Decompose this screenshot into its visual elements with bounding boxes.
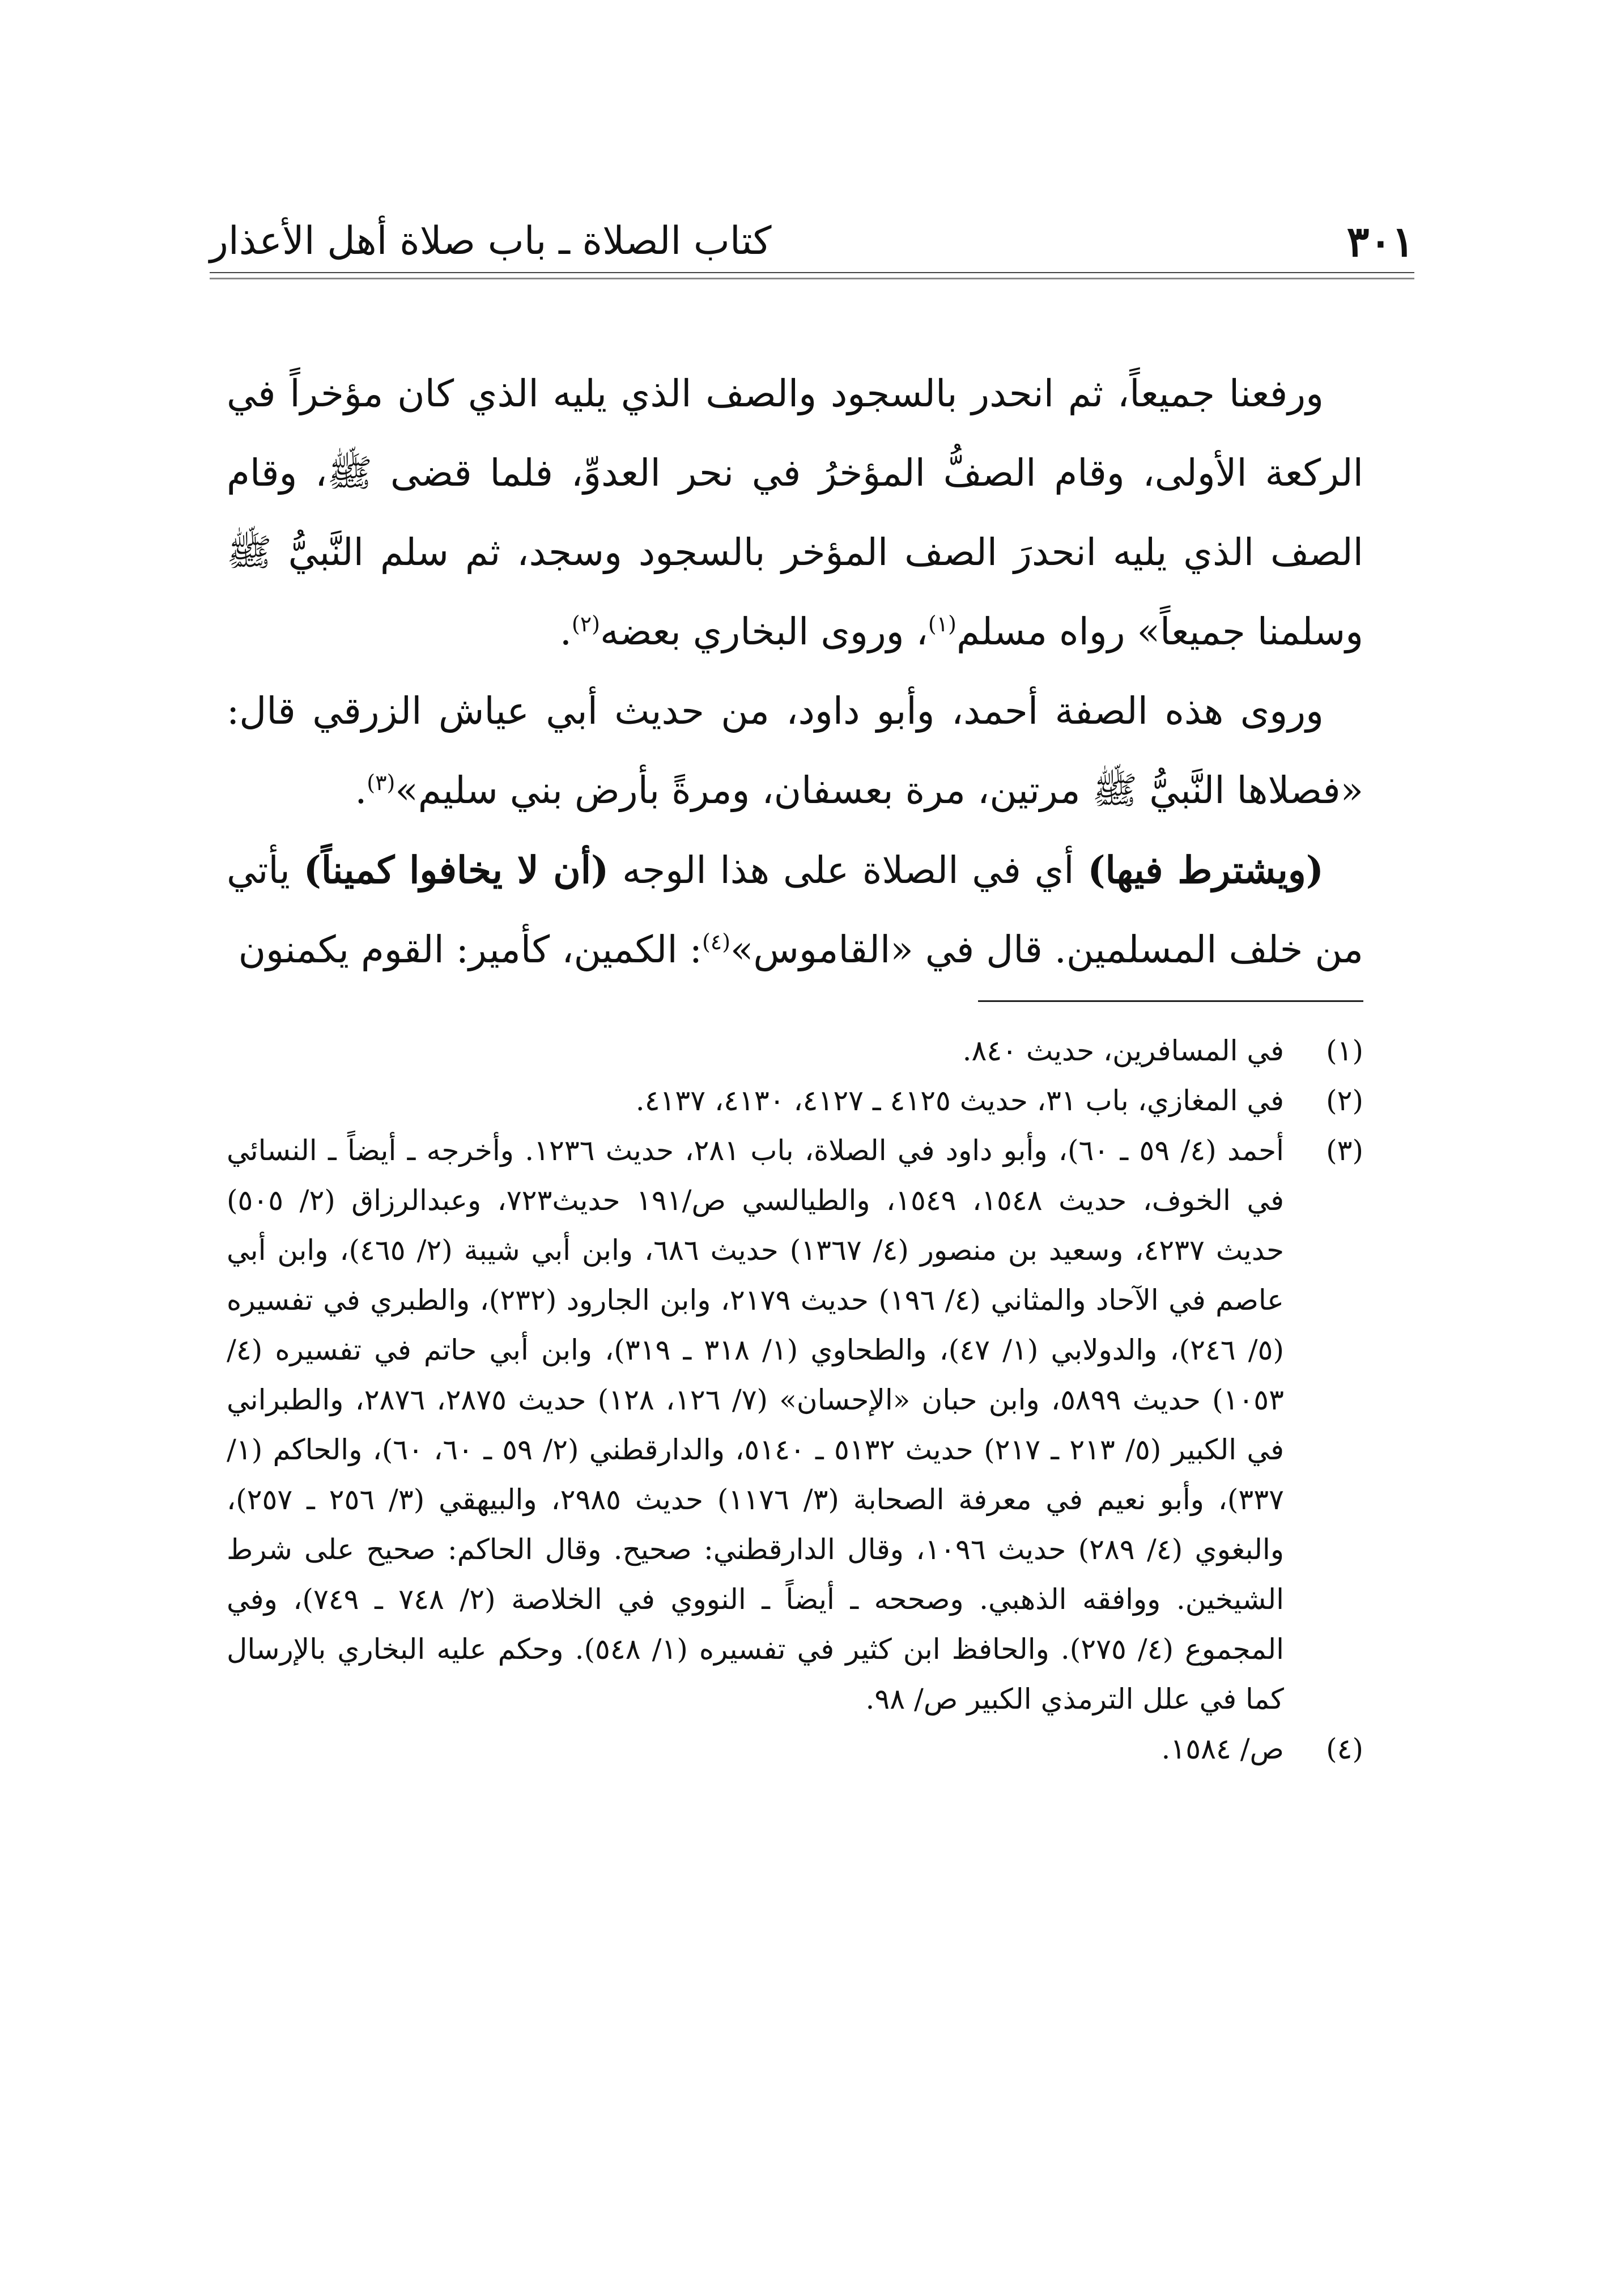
paragraph-2	[227, 672, 1363, 830]
paragraph-1-text: ورفعنا جميعاً، ثم انحدر بالسجود والصف الذي يليه الذي كان مؤخراً في الركعة الأولى، وقام الصفُّ المؤخرُ في نحر العدوِّ، فلما قضى ﷺ، وقام الصف الذي يليه انحدرَ الصف المؤخر بالسجود وسجد، ثم سلم النَّبيُّ ﷺ وسلمنا جميعاً» رواه مسلم	[227, 372, 1363, 653]
footnote-number: (٤)	[1326, 1733, 1363, 1765]
footnote-ref-2[interactable]: (٢)	[571, 612, 600, 636]
footnote-text: في المغازي، باب ٣١، حديث ٤١٢٥ ـ ٤١٢٧، ٤١٣٠، ٤١٣٧.	[635, 1084, 1284, 1117]
footnote-ref-3[interactable]: (٣)	[367, 770, 396, 795]
footnote-ref-1[interactable]: (١)	[928, 612, 956, 636]
paragraph-2-end: .	[355, 768, 367, 812]
footnote-4	[227, 1724, 1363, 1774]
footnote-separator	[978, 1000, 1363, 1002]
matn-phrase-1: (ويشترط فيها)	[1087, 848, 1324, 892]
header-rule	[210, 272, 1414, 279]
page-number: ٣٠١	[1346, 218, 1414, 266]
footnote-2	[227, 1076, 1363, 1126]
footnote-text: ص/ ١٥٨٤.	[1161, 1733, 1284, 1765]
footnote-number: (١)	[1326, 1034, 1363, 1067]
paragraph-1-end: .	[559, 610, 572, 653]
paragraph-3-text-2: يأتي من خلف المسلمين. قال في «القاموس»	[227, 848, 1363, 971]
footnote-3	[227, 1126, 1363, 1724]
footnote-1	[227, 1026, 1363, 1076]
footnote-text: في المسافرين، حديث ٨٤٠.	[962, 1034, 1284, 1067]
footnotes	[227, 1026, 1363, 1774]
paragraph-1	[227, 354, 1363, 672]
footnote-number: (٣)	[1326, 1134, 1363, 1167]
paragraph-3-text-1: أي في الصلاة على هذا الوجه	[609, 848, 1088, 892]
matn-phrase-2: (أن لا يخافوا كميناً)	[303, 848, 609, 892]
paragraph-2-text: وروى هذه الصفة أحمد، وأبو داود، من حديث أبي عياش الزرقي قال: «فصلاها النَّبيُّ ﷺ مرتين، مرة بعسفان، ومرةً بأرض بني سليم»	[227, 689, 1363, 812]
footnote-ref-4[interactable]: (٤)	[702, 929, 731, 954]
footnote-text: أحمد (٤/ ٥٩ ـ ٦٠)، وأبو داود في الصلاة، باب ٢٨١، حديث ١٢٣٦. وأخرجه ـ أيضاً ـ النسائي في الخوف، حديث ١٥٤٨، ١٥٤٩، والطيالسي ص/١٩١ حديث٧٢٣، وعبدالرزاق (٢/ ٥٠٥) حديث ٤٢٣٧، وسعيد بن منصور (٤/ ١٣٦٧) حديث ٦٨٦، وابن أبي شيبة (٢/ ٤٦٥)، وابن أبي عاصم في الآحاد والمثاني (٤/ ١٩٦) حديث ٢١٧٩، وابن الجارود (٢٣٢)، والطبري في تفسيره (٥/ ٢٤٦)، والدولابي (١/ ٤٧)، والطحاوي (١/ ٣١٨ ـ ٣١٩)، وابن أبي حاتم في تفسيره (٤/ ١٠٥٣) حديث ٥٨٩٩، وابن حبان «الإحسان» (٧/ ١٢٦، ١٢٨) حديث ٢٨٧٥، ٢٨٧٦، والطبراني في الكبير (٥/ ٢١٣ ـ ٢١٧) حديث ٥١٣٢ ـ ٥١٤٠، والدارقطني (٢/ ٥٩ ـ ٦٠، ٦٠)، والحاكم (١/ ٣٣٧)، وأبو نعيم في معرفة الصحابة (٣/ ١١٧٦) حديث ٢٩٨٥، والبيهقي (٣/ ٢٥٦ ـ ٢٥٧)، والبغوي (٤/ ٢٨٩) حديث ١٠٩٦، وقال الدارقطني: صحيح. وقال الحاكم: صحيح على شرط الشيخين. ووافقه الذهبي. وصححه ـ أيضاً ـ النووي في الخلاصة (٢/ ٧٤٨ ـ ٧٤٩)، وفي المجموع (٤/ ٢٧٥). والحافظ ابن كثير في تفسيره (١/ ٥٤٨). وحكم عليه البخاري بالإرسال كما في علل الترمذي الكبير ص/ ٩٨.	[227, 1134, 1285, 1715]
paragraph-1-text-2: ، وروى البخاري بعضه	[600, 610, 928, 653]
paragraph-3	[227, 830, 1363, 990]
footnote-number: (٢)	[1326, 1084, 1363, 1117]
running-title: كتاب الصلاة ـ باب صلاة أهل الأعذار	[210, 219, 772, 264]
main-text	[227, 354, 1363, 990]
paragraph-3-text-3: : الكمين، كأمير: القوم يكمنون	[238, 928, 702, 971]
page-header	[210, 215, 1414, 272]
